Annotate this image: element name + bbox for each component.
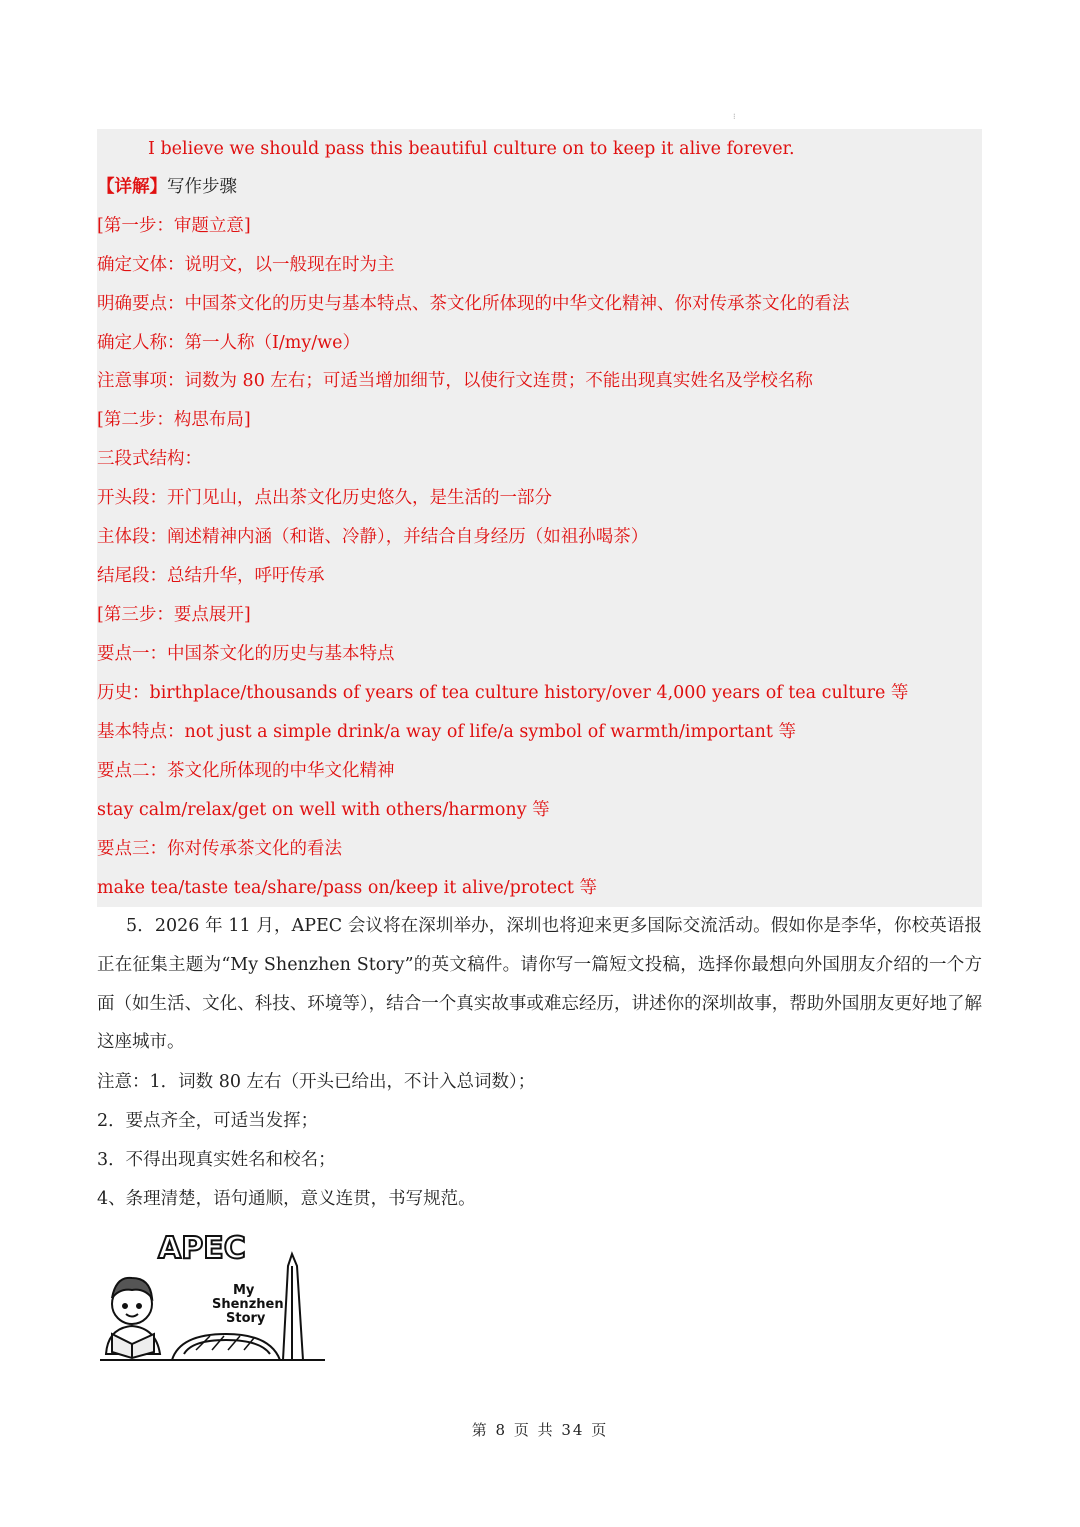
opening-paragraph-line: 开头段：开门见山，点出茶文化历史悠久，是生活的一部分 (97, 488, 552, 508)
caption-story: Story (226, 1311, 266, 1326)
step-3-heading: [第三步：要点展开] (97, 605, 251, 625)
person-line: 确定人称：第一人称（I/my/we） (97, 333, 361, 353)
question-note-4: 4、条理清楚，语句通顺，意义连贯，书写规范。 (97, 1189, 476, 1209)
genre-line: 确定文体：说明文，以一般现在时为主 (97, 255, 395, 275)
question-note-2: 2．要点齐全，可适当发挥； (97, 1111, 319, 1131)
features-line: 基本特点：not just a simple drink/a way of life/a symbol of warmth/important 等 (97, 722, 796, 742)
step-1-heading: [第一步：审题立意] (97, 216, 251, 236)
my-shenzhen-story-illustration (100, 1226, 325, 1366)
detail-heading-tag: 【详解】 (97, 177, 167, 197)
history-line: 历史：birthplace/thousands of years of tea culture history/over 4,000 years of tea culture 等 (97, 683, 909, 703)
point-1-line: 要点一：中国茶文化的历史与基本特点 (97, 644, 395, 664)
answer-panel (97, 129, 982, 907)
question-note-3: 3．不得出现真实姓名和校名； (97, 1150, 336, 1170)
skyscraper-icon (283, 1254, 303, 1360)
point-3-line: 要点三：你对传承茶文化的看法 (97, 839, 342, 859)
question-note-1: 注意：1．词数 80 左右（开头已给出，不计入总词数）； (97, 1072, 536, 1092)
apec-logo: APEC (158, 1231, 246, 1266)
structure-line: 三段式结构： (97, 449, 202, 469)
closing-sentence: I believe we should pass this beautiful culture on to keep it alive forever. (148, 139, 795, 159)
detail-heading-title: 写作步骤 (167, 177, 237, 197)
boy-reading-icon (106, 1278, 160, 1358)
detail-heading (97, 176, 237, 198)
key-points-line: 明确要点：中国茶文化的历史与基本特点、茶文化所体现的中华文化精神、你对传承茶文化的看法 (97, 294, 850, 314)
point-2-words: stay calm/relax/get on well with others/harmony 等 (97, 800, 550, 820)
page-footer: 第 8 页 共 34 页 (471, 1421, 609, 1439)
point-3-words: make tea/taste tea/share/pass on/keep it alive/protect 等 (97, 878, 597, 898)
stadium-icon (172, 1334, 280, 1360)
question-prompt: 5．2026 年 11 月，APEC 会议将在深圳举办，深圳也将迎来更多国际交流活动。假如你是李华，你校英语报正在征集主题为“My Shenzhen Story”的英文稿件。请你写一篇短文投稿，选择你最想向外国朋友介绍的一个方面（如生活、文化、科技、环境等），结合一个真实故事或难忘经历，讲述你的深圳故事，帮助外国朋友更好地了解这座城市。 (97, 916, 982, 1053)
notes-line: 注意事项：词数为 80 左右；可适当增加细节，以使行文连贯；不能出现真实姓名及学校名称 (97, 371, 813, 391)
ending-paragraph-line: 结尾段：总结升华，呼吁传承 (97, 566, 325, 586)
step-2-heading: [第二步：构思布局] (97, 410, 251, 430)
caption-shenzhen: Shenzhen (212, 1297, 284, 1312)
page-marker: ⁝ (733, 112, 736, 121)
point-2-line: 要点二：茶文化所体现的中华文化精神 (97, 761, 395, 781)
caption-my: My (233, 1283, 255, 1298)
body-paragraph-line: 主体段：阐述精神内涵（和谐、冷静），并结合自身经历（如祖孙喝茶） (97, 527, 649, 547)
